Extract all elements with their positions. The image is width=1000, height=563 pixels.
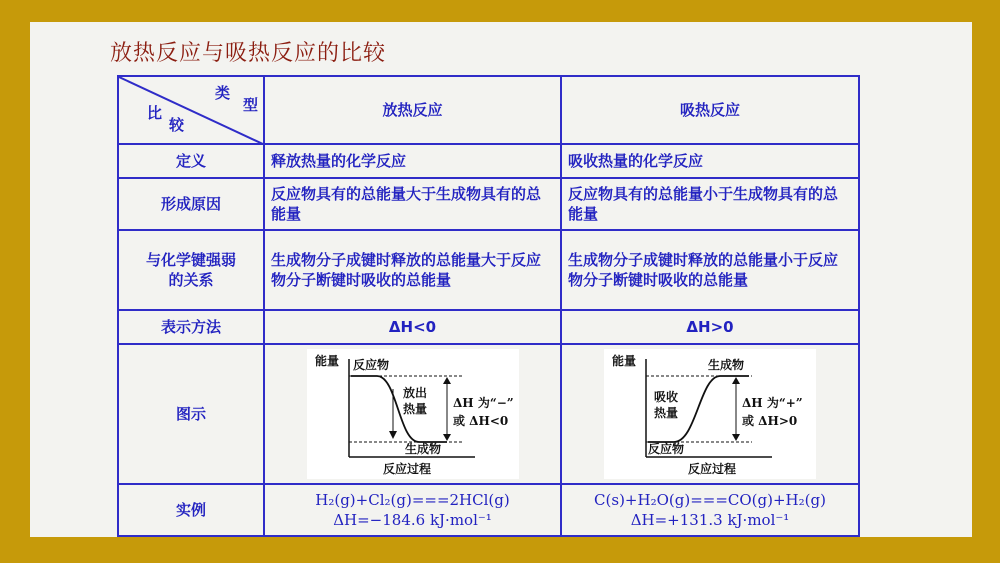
diagram-exo-cell xyxy=(264,344,561,484)
endo-product-label: 生成物 xyxy=(708,358,745,372)
definition-exo: 释放热量的化学反应 xyxy=(264,144,561,178)
endo-diagram-svg xyxy=(604,349,816,479)
row-bond xyxy=(118,230,859,310)
cause-exo: 反应物具有的总能量大于生成物具有的总能量 xyxy=(264,178,561,230)
corner-label-type-a: 类 xyxy=(215,84,231,102)
bond-label-a: 与化学键强弱 xyxy=(145,251,236,269)
diagram-endo-cell xyxy=(561,344,859,484)
header-endo: 吸热反应 xyxy=(561,76,859,144)
row-definition xyxy=(118,144,859,178)
row-diagram xyxy=(118,344,859,484)
endo-dh-b: 或 ΔH>0 xyxy=(742,414,798,428)
endo-energy-diagram xyxy=(604,349,816,479)
notation-endo: ΔH>0 xyxy=(561,310,859,344)
definition-label: 定义 xyxy=(118,144,264,178)
exo-diagram-svg xyxy=(307,349,519,479)
endo-dh-arrowhead-up xyxy=(732,377,740,384)
example-exo-equation: H₂(g)+Cl₂(g)===2HCl(g) xyxy=(315,491,510,509)
row-example xyxy=(118,484,859,536)
exo-release-b: 热量 xyxy=(402,402,427,416)
exo-dh-b: 或 ΔH<0 xyxy=(452,414,508,428)
notation-exo: ΔH<0 xyxy=(264,310,561,344)
corner-label-type-b: 型 xyxy=(243,96,259,114)
bond-exo: 生成物分子成键时释放的总能量大于反应物分子断键时吸收的总能量 xyxy=(264,230,561,310)
exo-curve xyxy=(351,376,447,442)
example-exo-dh: ΔH=−184.6 kJ·mol⁻¹ xyxy=(333,511,492,529)
row-cause xyxy=(118,178,859,230)
row-notation xyxy=(118,310,859,344)
cause-endo: 反应物具有的总能量小于生成物具有的总能量 xyxy=(561,178,859,230)
exo-heat-arrowhead xyxy=(389,431,397,439)
comparison-table xyxy=(117,75,860,537)
corner-cell xyxy=(118,76,264,144)
header-exo: 放热反应 xyxy=(264,76,561,144)
exo-xlabel: 反应过程 xyxy=(382,462,431,476)
exo-release-a: 放出 xyxy=(402,386,427,400)
header-row xyxy=(118,76,859,144)
corner-label-compare-b: 较 xyxy=(169,116,185,134)
definition-endo: 吸收热量的化学反应 xyxy=(561,144,859,178)
exo-dh-arrowhead-up xyxy=(443,377,451,384)
example-label: 实例 xyxy=(118,484,264,536)
endo-xlabel: 反应过程 xyxy=(688,462,737,476)
bond-label xyxy=(118,230,264,310)
diagram-label: 图示 xyxy=(118,344,264,484)
notation-label: 表示方法 xyxy=(118,310,264,344)
endo-dh-a: ΔH 为“+” xyxy=(742,396,803,410)
example-endo-dh: ΔH=+131.3 kJ·mol⁻¹ xyxy=(630,511,790,529)
exo-product-label: 生成物 xyxy=(404,442,441,456)
endo-reactant-label: 反应物 xyxy=(648,442,685,456)
example-endo xyxy=(561,484,859,536)
endo-dh-arrowhead-down xyxy=(732,434,740,441)
exo-dh-a: ΔH 为“−” xyxy=(452,396,514,410)
slide-title: 放热反应与吸热反应的比较 xyxy=(110,41,387,66)
bond-endo: 生成物分子成键时释放的总能量小于反应物分子断键时吸收的总能量 xyxy=(561,230,859,310)
exo-reactant-label: 反应物 xyxy=(352,358,389,372)
endo-ylabel: 能量 xyxy=(612,354,637,368)
exo-energy-diagram xyxy=(307,349,519,479)
exo-dh-arrowhead-down xyxy=(443,434,451,441)
endo-absorb-a: 吸收 xyxy=(654,390,679,404)
endo-absorb-b: 热量 xyxy=(654,406,679,420)
bond-label-b: 的关系 xyxy=(168,271,214,289)
example-exo xyxy=(264,484,561,536)
cause-label: 形成原因 xyxy=(118,178,264,230)
exo-ylabel: 能量 xyxy=(314,354,339,368)
example-endo-equation: C(s)+H₂O(g)===CO(g)+H₂(g) xyxy=(594,491,826,509)
corner-label-compare-a: 比 xyxy=(147,104,163,122)
